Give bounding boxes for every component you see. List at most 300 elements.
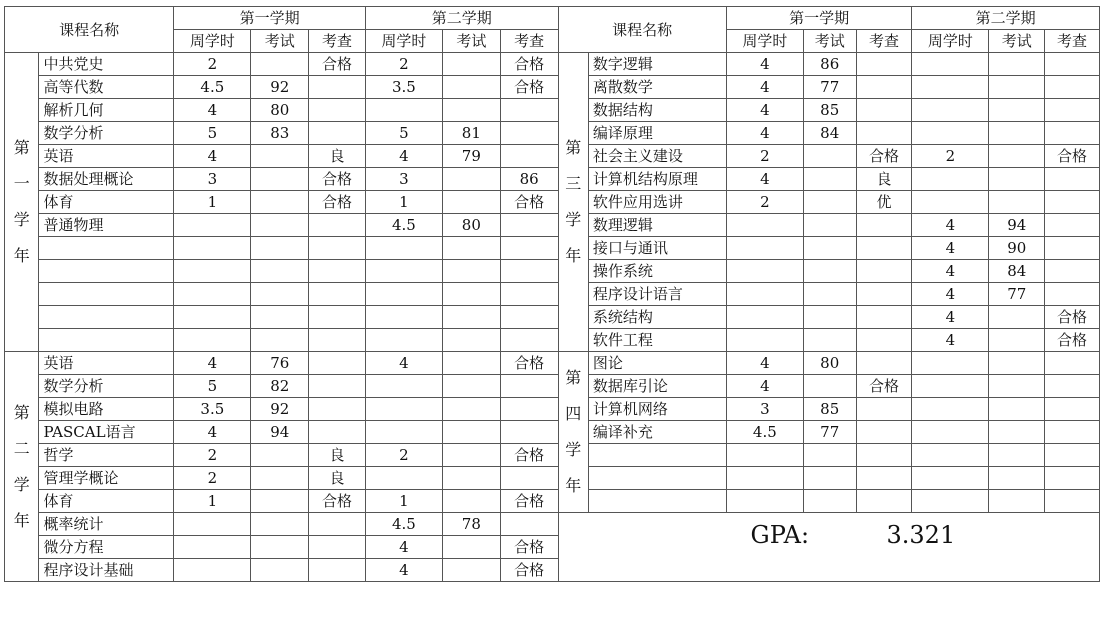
right-s2-assess-cell	[1045, 191, 1100, 214]
left-s1-hours-cell: 4	[174, 421, 251, 444]
right-s2-hours-header: 周学时	[912, 30, 989, 53]
table-row	[5, 467, 1100, 490]
table-row	[5, 513, 1100, 536]
right-s1-exam-cell	[803, 444, 856, 467]
right-s2-exam-cell	[989, 168, 1045, 191]
left-s2-exam-cell	[442, 168, 500, 191]
right-s2-exam-cell	[989, 398, 1045, 421]
left-s1-assess-cell	[309, 398, 366, 421]
left-course-name-cell: 数据处理概论	[39, 168, 174, 191]
left-s1-hours-cell	[174, 214, 251, 237]
left-s1-exam-cell	[251, 490, 309, 513]
right-s1-hours-cell	[726, 444, 803, 467]
table-row	[5, 375, 1100, 398]
left-s1-hours-cell: 5	[174, 375, 251, 398]
left-course-name-cell	[39, 306, 174, 329]
left-s1-hours-cell: 1	[174, 191, 251, 214]
right-s2-hours-cell	[912, 421, 989, 444]
right-s1-hours-cell: 3	[726, 398, 803, 421]
right-s1-exam-cell: 80	[803, 352, 856, 375]
right-s1-exam-cell	[803, 191, 856, 214]
left-s2-hours-cell	[365, 237, 442, 260]
year-label-char: 四	[565, 404, 582, 423]
left-s1-assess-cell: 合格	[309, 53, 366, 76]
year-label-char: 学	[565, 210, 582, 229]
left-course-name-cell	[39, 283, 174, 306]
right-course-name-cell: 软件应用选讲	[588, 191, 726, 214]
left-s2-assess-cell	[500, 122, 558, 145]
left-s2-assess-cell	[500, 398, 558, 421]
right-s1-assess-cell: 良	[856, 168, 912, 191]
right-s1-assess-cell: 合格	[856, 145, 912, 168]
left-s2-assess-cell: 合格	[500, 191, 558, 214]
left-course-name-cell: 微分方程	[39, 536, 174, 559]
left-s2-exam-cell	[442, 306, 500, 329]
left-s1-assess-cell	[309, 375, 366, 398]
left-s1-hours-cell	[174, 329, 251, 352]
left-s1-exam-cell	[251, 559, 309, 582]
right-course-name-header: 课程名称	[558, 7, 726, 53]
left-s2-hours-cell: 1	[365, 490, 442, 513]
left-year-label	[5, 352, 39, 582]
right-course-name-cell	[588, 444, 726, 467]
right-s2-assess-cell	[1045, 99, 1100, 122]
left-s2-exam-cell	[442, 559, 500, 582]
right-s2-hours-cell	[912, 53, 989, 76]
right-s1-hours-cell	[726, 306, 803, 329]
right-course-name-cell: 离散数学	[588, 76, 726, 99]
left-s1-assess-cell	[309, 76, 366, 99]
right-s2-hours-cell	[912, 76, 989, 99]
right-s2-assess-cell	[1045, 283, 1100, 306]
right-s1-exam-header: 考试	[803, 30, 856, 53]
left-s1-assess-cell	[309, 536, 366, 559]
table-row	[5, 283, 1100, 306]
left-course-name-cell: 数学分析	[39, 375, 174, 398]
table-row	[5, 260, 1100, 283]
right-s2-hours-cell: 4	[912, 283, 989, 306]
gpa-label: GPA:	[750, 521, 810, 549]
left-s2-hours-cell: 4.5	[365, 214, 442, 237]
left-s1-assess-cell: 合格	[309, 191, 366, 214]
left-s2-hours-cell: 4	[365, 352, 442, 375]
left-s1-assess-cell	[309, 421, 366, 444]
left-s1-hours-cell	[174, 260, 251, 283]
year-label-char: 年	[565, 476, 582, 495]
right-semester1-header: 第一学期	[726, 7, 912, 30]
left-s1-exam-cell	[251, 260, 309, 283]
left-s2-hours-header: 周学时	[365, 30, 442, 53]
right-s2-assess-cell	[1045, 214, 1100, 237]
left-s1-exam-cell	[251, 145, 309, 168]
left-s2-exam-cell	[442, 444, 500, 467]
right-course-name-cell: 软件工程	[588, 329, 726, 352]
left-s2-hours-cell: 2	[365, 444, 442, 467]
left-s1-hours-cell: 3	[174, 168, 251, 191]
left-s2-exam-cell	[442, 375, 500, 398]
left-s1-hours-cell: 4	[174, 352, 251, 375]
left-course-name-cell: 高等代数	[39, 76, 174, 99]
right-s1-hours-cell: 4	[726, 99, 803, 122]
left-s2-assess-cell	[500, 260, 558, 283]
right-s2-exam-cell	[989, 444, 1045, 467]
right-s2-exam-cell	[989, 99, 1045, 122]
right-s1-assess-cell	[856, 99, 912, 122]
right-s1-assess-cell: 优	[856, 191, 912, 214]
table-row	[5, 99, 1100, 122]
right-course-name-cell: 数字逻辑	[588, 53, 726, 76]
right-s2-hours-cell	[912, 444, 989, 467]
left-course-name-cell: 数学分析	[39, 122, 174, 145]
table-row	[5, 490, 1100, 513]
left-s2-assess-header: 考查	[500, 30, 558, 53]
right-course-name-cell: 计算机网络	[588, 398, 726, 421]
right-semester2-header: 第二学期	[912, 7, 1100, 30]
left-s1-assess-cell: 合格	[309, 168, 366, 191]
left-s1-exam-cell	[251, 283, 309, 306]
transcript-table	[4, 6, 1100, 582]
left-s2-exam-cell	[442, 191, 500, 214]
right-course-name-cell: 程序设计语言	[588, 283, 726, 306]
left-s2-exam-cell: 80	[442, 214, 500, 237]
right-s2-exam-cell	[989, 145, 1045, 168]
year-label-char: 学	[565, 440, 582, 459]
left-s1-assess-cell	[309, 260, 366, 283]
right-s2-assess-cell	[1045, 237, 1100, 260]
left-course-name-cell	[39, 237, 174, 260]
right-s1-hours-cell	[726, 467, 803, 490]
right-s1-exam-cell	[803, 237, 856, 260]
right-s2-assess-cell: 合格	[1045, 329, 1100, 352]
right-s2-assess-cell	[1045, 260, 1100, 283]
left-s2-hours-cell	[365, 306, 442, 329]
right-s1-hours-cell: 4	[726, 168, 803, 191]
left-s1-exam-cell	[251, 237, 309, 260]
year-label-char: 年	[565, 246, 582, 265]
right-course-name-cell: 计算机结构原理	[588, 168, 726, 191]
left-course-name-cell: 英语	[39, 145, 174, 168]
right-s1-hours-cell	[726, 237, 803, 260]
left-s1-assess-cell	[309, 214, 366, 237]
left-s2-hours-cell	[365, 467, 442, 490]
year-label-char: 学	[13, 474, 30, 494]
left-s1-assess-cell	[309, 99, 366, 122]
right-s2-hours-cell: 4	[912, 260, 989, 283]
left-s2-exam-cell	[442, 490, 500, 513]
table-row	[5, 421, 1100, 444]
left-s1-hours-cell	[174, 306, 251, 329]
right-s1-exam-cell	[803, 283, 856, 306]
left-s2-hours-cell: 3.5	[365, 76, 442, 99]
left-semester2-header: 第二学期	[365, 7, 558, 30]
right-s2-assess-cell	[1045, 490, 1100, 513]
right-course-name-cell: 图论	[588, 352, 726, 375]
left-s2-hours-cell: 3	[365, 168, 442, 191]
left-s1-exam-cell: 83	[251, 122, 309, 145]
left-s1-exam-cell: 82	[251, 375, 309, 398]
left-s2-exam-cell	[442, 421, 500, 444]
left-s1-hours-cell: 2	[174, 467, 251, 490]
left-s1-exam-cell	[251, 513, 309, 536]
right-s1-assess-cell	[856, 237, 912, 260]
left-s1-hours-cell: 4	[174, 99, 251, 122]
left-s1-assess-cell	[309, 237, 366, 260]
right-s1-hours-cell	[726, 214, 803, 237]
right-s2-exam-cell	[989, 122, 1045, 145]
header-row-top	[5, 7, 1100, 30]
right-s2-exam-cell	[989, 53, 1045, 76]
right-s2-assess-cell	[1045, 421, 1100, 444]
right-s2-assess-cell	[1045, 168, 1100, 191]
right-s1-exam-cell	[803, 168, 856, 191]
left-s2-hours-cell: 5	[365, 122, 442, 145]
transcript-document	[4, 6, 1100, 582]
left-s1-exam-cell: 92	[251, 76, 309, 99]
left-s2-assess-cell: 合格	[500, 53, 558, 76]
table-row	[5, 306, 1100, 329]
left-s2-assess-cell: 合格	[500, 76, 558, 99]
left-s2-exam-cell	[442, 99, 500, 122]
left-year-label	[5, 53, 39, 352]
table-row	[5, 168, 1100, 191]
right-s2-hours-cell: 4	[912, 214, 989, 237]
left-s1-hours-cell	[174, 559, 251, 582]
left-s1-hours-cell	[174, 513, 251, 536]
left-s2-assess-cell: 86	[500, 168, 558, 191]
right-s1-exam-cell: 77	[803, 76, 856, 99]
right-s1-exam-cell: 77	[803, 421, 856, 444]
left-s2-exam-header: 考试	[442, 30, 500, 53]
right-s1-exam-cell	[803, 467, 856, 490]
right-s2-assess-cell: 合格	[1045, 145, 1100, 168]
right-s1-exam-cell	[803, 490, 856, 513]
gpa-value: 3.321	[886, 521, 956, 549]
left-s2-assess-cell: 合格	[500, 490, 558, 513]
left-course-name-cell: 程序设计基础	[39, 559, 174, 582]
right-s1-assess-cell: 合格	[856, 375, 912, 398]
right-s2-assess-cell: 合格	[1045, 306, 1100, 329]
left-s2-assess-cell	[500, 214, 558, 237]
left-s1-hours-cell	[174, 237, 251, 260]
left-s2-assess-cell	[500, 329, 558, 352]
left-s1-exam-cell: 76	[251, 352, 309, 375]
right-s2-exam-cell	[989, 306, 1045, 329]
left-s2-assess-cell: 合格	[500, 352, 558, 375]
table-row	[5, 214, 1100, 237]
left-s2-exam-cell	[442, 329, 500, 352]
right-s1-assess-cell	[856, 421, 912, 444]
left-s1-assess-cell: 良	[309, 444, 366, 467]
right-s2-exam-cell	[989, 352, 1045, 375]
left-s1-hours-header: 周学时	[174, 30, 251, 53]
table-row	[5, 352, 1100, 375]
right-s2-hours-cell: 4	[912, 329, 989, 352]
left-s2-hours-cell	[365, 329, 442, 352]
right-s1-exam-cell: 84	[803, 122, 856, 145]
left-course-name-cell: 概率统计	[39, 513, 174, 536]
right-course-name-cell: 社会主义建设	[588, 145, 726, 168]
right-s2-assess-cell	[1045, 122, 1100, 145]
right-course-name-cell: 数理逻辑	[588, 214, 726, 237]
right-s2-exam-cell: 94	[989, 214, 1045, 237]
left-s1-hours-cell: 3.5	[174, 398, 251, 421]
left-s2-assess-cell	[500, 99, 558, 122]
right-s1-hours-cell: 4	[726, 53, 803, 76]
right-s1-assess-header: 考查	[856, 30, 912, 53]
right-s1-hours-cell: 4	[726, 352, 803, 375]
left-s2-hours-cell: 4	[365, 145, 442, 168]
left-s1-exam-cell	[251, 444, 309, 467]
right-course-name-cell: 操作系统	[588, 260, 726, 283]
left-s2-exam-cell	[442, 283, 500, 306]
left-s2-assess-cell	[500, 467, 558, 490]
left-s1-assess-cell: 合格	[309, 490, 366, 513]
right-s2-hours-cell	[912, 191, 989, 214]
left-s1-exam-cell	[251, 168, 309, 191]
right-s1-assess-cell	[856, 444, 912, 467]
left-s2-hours-cell	[365, 99, 442, 122]
left-s1-assess-cell: 良	[309, 145, 366, 168]
right-s1-assess-cell	[856, 490, 912, 513]
right-s2-exam-cell	[989, 467, 1045, 490]
right-s2-exam-cell	[989, 329, 1045, 352]
table-row	[5, 444, 1100, 467]
right-s2-assess-cell	[1045, 76, 1100, 99]
right-s1-assess-cell	[856, 467, 912, 490]
year-label-char: 第	[13, 402, 30, 422]
left-s2-assess-cell	[500, 513, 558, 536]
left-course-name-cell: 体育	[39, 490, 174, 513]
left-s2-hours-cell: 4	[365, 559, 442, 582]
left-s1-exam-cell: 94	[251, 421, 309, 444]
right-s1-exam-cell	[803, 145, 856, 168]
right-s1-hours-cell: 4	[726, 375, 803, 398]
right-course-name-cell	[588, 467, 726, 490]
right-s2-assess-cell	[1045, 375, 1100, 398]
table-row	[5, 191, 1100, 214]
left-s2-exam-cell	[442, 352, 500, 375]
left-s2-hours-cell	[365, 260, 442, 283]
right-s2-hours-cell: 4	[912, 237, 989, 260]
table-row	[5, 237, 1100, 260]
year-label-char: 年	[13, 510, 30, 530]
left-course-name-cell: 模拟电路	[39, 398, 174, 421]
left-s2-hours-cell: 4	[365, 536, 442, 559]
left-s2-exam-cell: 79	[442, 145, 500, 168]
right-s1-hours-cell	[726, 490, 803, 513]
year-label-char: 学	[13, 210, 30, 229]
left-s2-assess-cell	[500, 145, 558, 168]
left-s1-hours-cell: 5	[174, 122, 251, 145]
right-s1-assess-cell	[856, 329, 912, 352]
left-s2-exam-cell	[442, 76, 500, 99]
left-s2-exam-cell	[442, 536, 500, 559]
left-course-name-cell: 体育	[39, 191, 174, 214]
left-course-name-cell: 解析几何	[39, 99, 174, 122]
right-s2-assess-cell	[1045, 444, 1100, 467]
right-s2-assess-cell	[1045, 352, 1100, 375]
right-s2-exam-cell	[989, 421, 1045, 444]
left-s1-exam-cell	[251, 467, 309, 490]
year-label-char: 第	[565, 138, 582, 157]
left-s1-hours-cell: 4	[174, 145, 251, 168]
right-s1-assess-cell	[856, 260, 912, 283]
left-s2-assess-cell	[500, 283, 558, 306]
right-s2-hours-cell: 4	[912, 306, 989, 329]
table-row	[5, 329, 1100, 352]
left-s1-exam-cell	[251, 306, 309, 329]
left-course-name-cell: 管理学概论	[39, 467, 174, 490]
right-s2-assess-cell	[1045, 467, 1100, 490]
left-s1-hours-cell	[174, 536, 251, 559]
right-course-name-cell: 数据库引论	[588, 375, 726, 398]
right-s1-hours-cell: 4.5	[726, 421, 803, 444]
left-s1-exam-cell	[251, 191, 309, 214]
left-s2-exam-cell	[442, 53, 500, 76]
right-s1-hours-cell	[726, 260, 803, 283]
right-s2-assess-header: 考查	[1045, 30, 1100, 53]
left-s2-assess-cell: 合格	[500, 559, 558, 582]
left-s2-assess-cell	[500, 306, 558, 329]
right-s1-hours-cell	[726, 329, 803, 352]
year-label-char: 三	[565, 174, 582, 193]
left-s2-hours-cell: 4.5	[365, 513, 442, 536]
left-s1-assess-header: 考查	[309, 30, 366, 53]
right-s2-hours-cell	[912, 375, 989, 398]
right-s1-exam-cell	[803, 260, 856, 283]
table-row	[5, 145, 1100, 168]
right-s1-assess-cell	[856, 306, 912, 329]
right-course-name-cell: 数据结构	[588, 99, 726, 122]
right-s2-exam-header: 考试	[989, 30, 1045, 53]
right-s2-exam-cell	[989, 76, 1045, 99]
right-s2-hours-cell	[912, 352, 989, 375]
right-s2-exam-cell: 84	[989, 260, 1045, 283]
left-s2-assess-cell: 合格	[500, 536, 558, 559]
right-s1-exam-cell	[803, 375, 856, 398]
left-s2-hours-cell	[365, 398, 442, 421]
table-row	[5, 76, 1100, 99]
right-course-name-cell: 接口与通讯	[588, 237, 726, 260]
left-s1-exam-cell	[251, 53, 309, 76]
right-s1-assess-cell	[856, 283, 912, 306]
left-s1-exam-cell: 92	[251, 398, 309, 421]
right-s2-exam-cell	[989, 375, 1045, 398]
year-label-char: 第	[13, 138, 30, 157]
right-s1-assess-cell	[856, 76, 912, 99]
right-s2-exam-cell: 77	[989, 283, 1045, 306]
left-s2-hours-cell: 1	[365, 191, 442, 214]
left-course-name-header: 课程名称	[5, 7, 174, 53]
left-s2-hours-cell: 2	[365, 53, 442, 76]
left-semester1-header: 第一学期	[174, 7, 366, 30]
right-s2-hours-cell	[912, 168, 989, 191]
right-s1-exam-cell	[803, 329, 856, 352]
left-s2-exam-cell	[442, 398, 500, 421]
right-s1-exam-cell: 85	[803, 398, 856, 421]
left-s2-hours-cell	[365, 375, 442, 398]
right-s1-exam-cell	[803, 214, 856, 237]
right-s2-hours-cell: 2	[912, 145, 989, 168]
right-s1-hours-header: 周学时	[726, 30, 803, 53]
left-s2-assess-cell	[500, 375, 558, 398]
right-s1-hours-cell: 2	[726, 145, 803, 168]
right-s1-exam-cell: 86	[803, 53, 856, 76]
right-s2-exam-cell	[989, 490, 1045, 513]
year-label-char: 二	[13, 438, 30, 458]
right-s2-exam-cell: 90	[989, 237, 1045, 260]
year-label-char: 第	[565, 368, 582, 387]
